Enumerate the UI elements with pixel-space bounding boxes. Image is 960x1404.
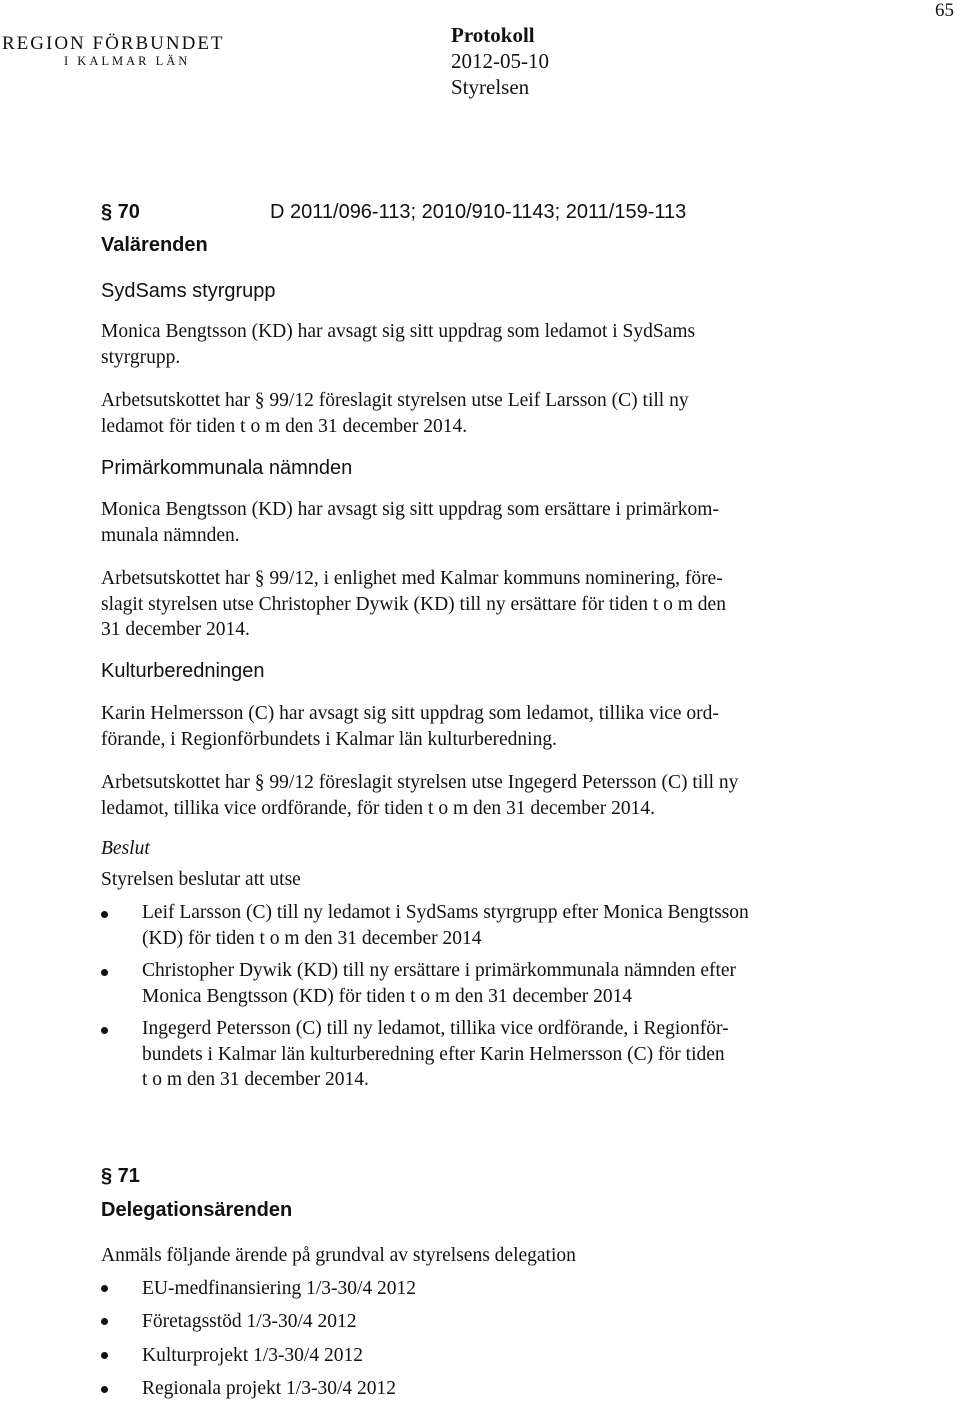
diarie-numbers: D 2011/096-113; 2010/910-1143; 2011/159-113 (270, 201, 687, 223)
bullet-icon (101, 1285, 108, 1292)
bullet-icon (101, 1027, 108, 1034)
delegation-item: Företagsstöd 1/3-30/4 2012 (142, 1311, 357, 1332)
paragraph-resignation-kultur (101, 701, 719, 752)
paragraph-resignation-primarkommunala (101, 497, 719, 548)
text-line: slagit styrelsen utse Christopher Dywik (KD) till ny ersättare för tiden t o m den (101, 593, 726, 615)
subheading-kulturberedningen: Kulturberedningen (101, 660, 265, 682)
section-71-intro: Anmäls följande ärende på grundval av styrelsens delegation (101, 1245, 576, 1266)
logo-subtitle: I KALMAR LÄN (64, 54, 191, 68)
text-line: ledamot, tillika vice ordförande, för tiden t o m den 31 december 2014. (101, 797, 655, 819)
meeting-date: 2012-05-10 (451, 49, 549, 73)
text-line: Arbetsutskottet har § 99/12, i enlighet med Kalmar kommuns nominering, före- (101, 568, 723, 589)
bullet-icon (101, 911, 108, 918)
subheading-primarkommunala: Primärkommunala nämnden (101, 457, 353, 479)
bullet-icon (101, 969, 108, 976)
text-line: Ingegerd Petersson (C) till ny ledamot, tillika vice ordförande, i Regionför- (142, 1018, 729, 1039)
paragraph-proposal-primarkommunala (101, 566, 726, 643)
bullet-icon (101, 1318, 108, 1325)
text-line: Karin Helmersson (C) har avsagt sig sitt uppdrag som ledamot, tillika vice ord- (101, 703, 719, 724)
text-line: bundets i Kalmar län kulturberedning efter Karin Helmersson (C) för tiden (142, 1043, 725, 1065)
text-line: ledamot för tiden t o m den 31 december 2014. (101, 415, 468, 437)
text-line: Monica Bengtsson (KD) har avsagt sig sitt uppdrag som ersättare i primärkom- (101, 499, 719, 520)
decision-label: Beslut (101, 838, 150, 859)
document-type: Protokoll (451, 23, 535, 47)
text-line: Leif Larsson (C) till ny ledamot i SydSams styrgrupp efter Monica Bengtsson (142, 902, 749, 923)
bullet-icon (101, 1352, 108, 1359)
text-line: (KD) för tiden t o m den 31 december 2014 (142, 927, 482, 949)
decision-intro: Styrelsen beslutar att utse (101, 869, 301, 890)
delegation-item: EU-medfinansiering 1/3-30/4 2012 (142, 1278, 417, 1299)
text-line: Monica Bengtsson (KD) har avsagt sig sitt uppdrag som ledamot i SydSams (101, 321, 696, 342)
logo-wordmark: REGION FÖRBUNDET (2, 33, 225, 54)
decision-item (142, 1016, 729, 1093)
text-line: Monica Bengtsson (KD) för tiden t o m den 31 december 2014 (142, 985, 633, 1007)
bullet-icon (101, 1386, 108, 1393)
subheading-sydsams: SydSams styrgrupp (101, 280, 276, 302)
text-line: styrgrupp. (101, 346, 181, 368)
text-line: Arbetsutskottet har § 99/12 föreslagit styrelsen utse Leif Larsson (C) till ny (101, 390, 689, 411)
text-line: Christopher Dywik (KD) till ny ersättare i primärkommunala nämnden efter (142, 960, 737, 981)
text-line: munala nämnden. (101, 524, 240, 546)
section-70-title: Valärenden (101, 234, 208, 256)
decision-item (142, 900, 749, 951)
meeting-body: Styrelsen (451, 75, 530, 99)
section-71-title: Delegationsärenden (101, 1199, 293, 1221)
paragraph-proposal-sydsams (101, 388, 689, 439)
delegation-item: Regionala projekt 1/3-30/4 2012 (142, 1378, 396, 1399)
text-line: Arbetsutskottet har § 99/12 föreslagit styrelsen utse Ingegerd Petersson (C) till ny (101, 772, 739, 793)
delegation-item: Kulturprojekt 1/3-30/4 2012 (142, 1345, 363, 1366)
section-70-number: § 70 (101, 201, 140, 223)
paragraph-resignation-sydsams (101, 319, 695, 370)
text-line: t o m den 31 december 2014. (142, 1069, 369, 1090)
text-line: 31 december 2014. (101, 619, 250, 640)
page-number: 65 (935, 0, 954, 21)
section-70-diarie (270, 201, 686, 224)
section-71-number: § 71 (101, 1165, 140, 1187)
decision-item (142, 958, 736, 1009)
paragraph-proposal-kultur (101, 770, 738, 821)
organization-logo (2, 33, 225, 69)
text-line: förande, i Regionförbundets i Kalmar län kulturberedning. (101, 728, 557, 750)
